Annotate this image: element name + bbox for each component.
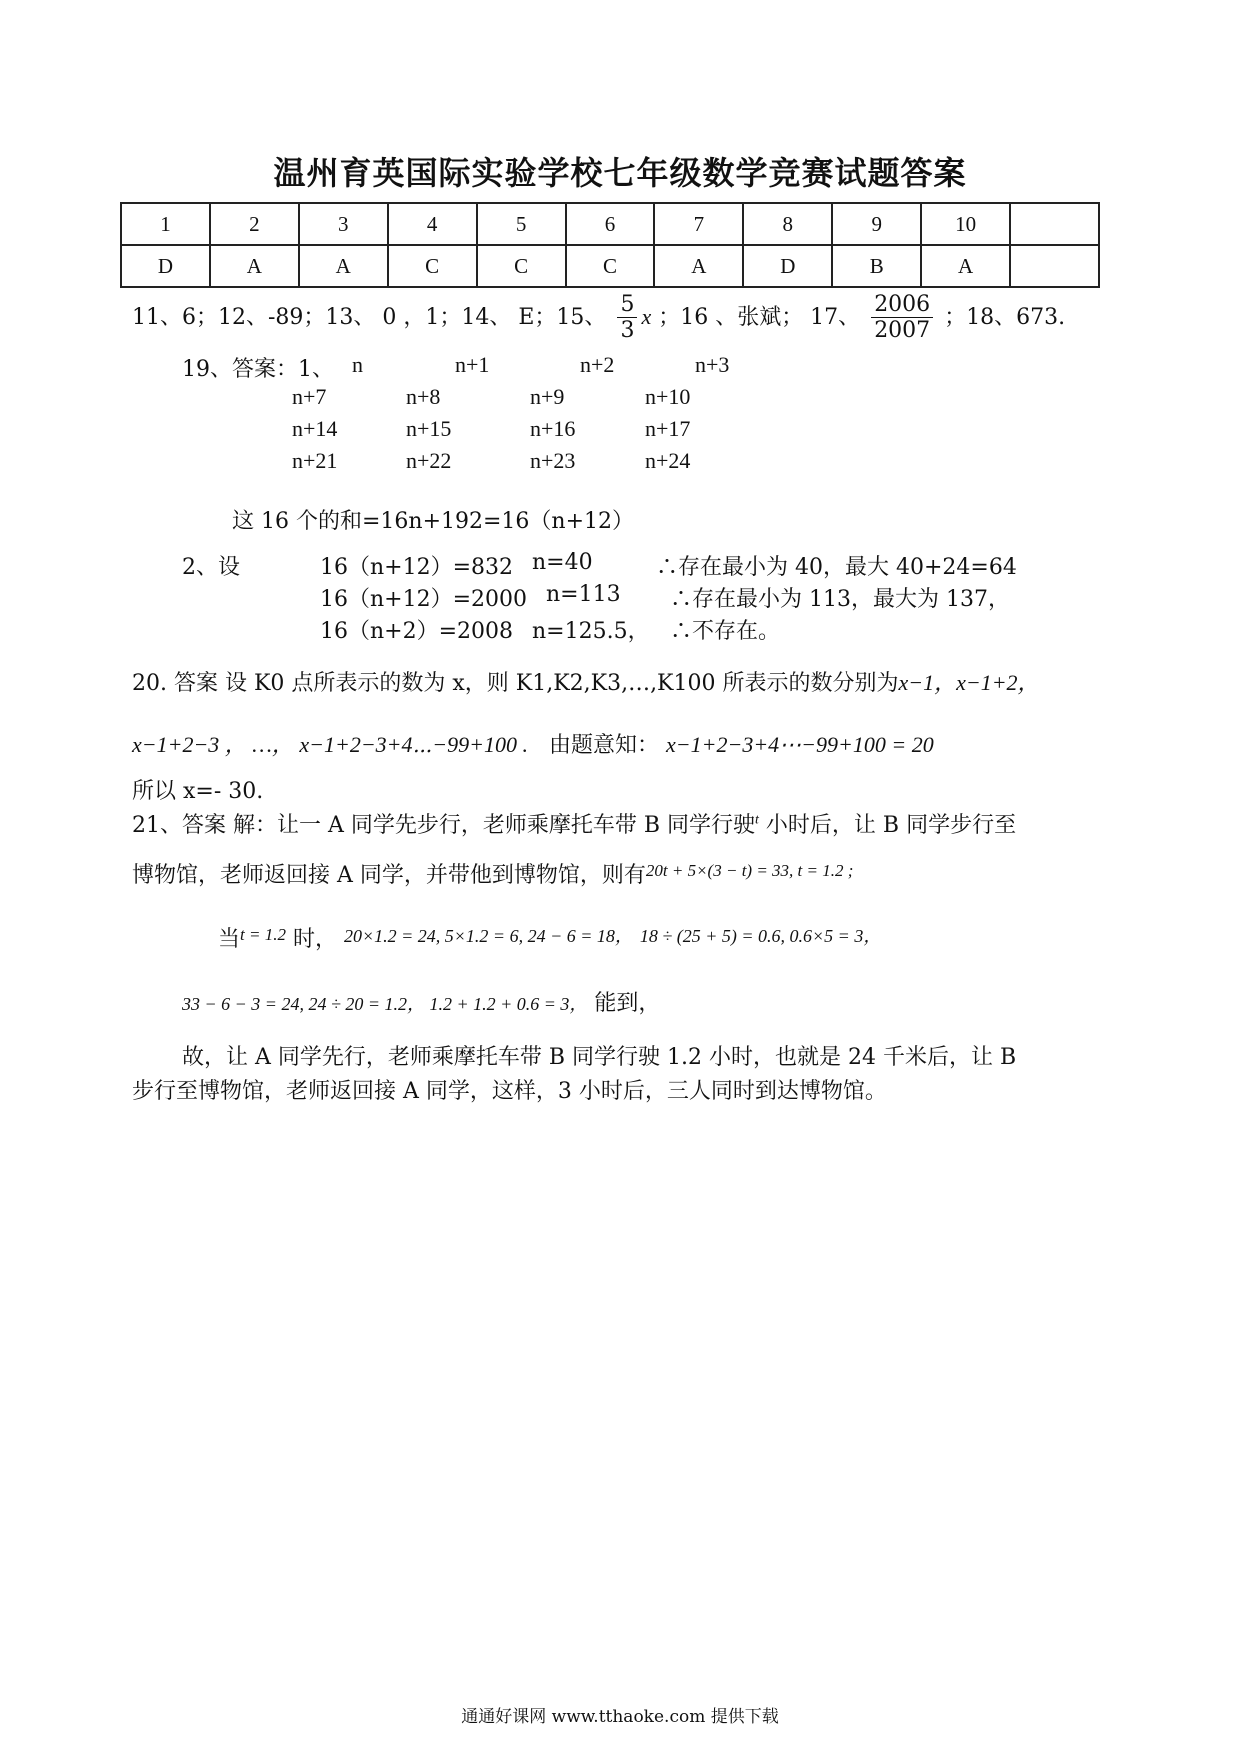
q21-conclusion-1: 故，让 A 同学先行，老师乘摩托车带 B 同学行驶 1.2 小时，也就是 24 千米后，让 B	[182, 1045, 1017, 1070]
table-cell: 5	[477, 203, 566, 245]
grid-cell: n+7	[292, 384, 327, 409]
q20-line1-math: x−1，x−1+2，	[898, 670, 1040, 695]
q20-line2-math-a: x−1+2−3 ， …， x−1+2−3+4⋯−99+100 .	[132, 732, 529, 757]
q21-line4-math: 33 − 6 − 3 = 24, 24 ÷ 20 = 1.2， 1.2 + 1.2 + 0.6 = 3，	[182, 994, 588, 1014]
fraction-variable: x	[641, 303, 652, 329]
case-n-value: n=40	[532, 550, 593, 575]
fraction-numerator: 2006	[871, 292, 933, 318]
table-cell: 6	[566, 203, 655, 245]
q21-line3-math-b: 18 ÷ (25 + 5) = 0.6, 0.6×5 = 3，	[639, 926, 882, 946]
answers-text-a: 11、6；12、-89；13、 0 ，1；14、 E；15、	[132, 304, 607, 330]
table-cell: 4	[388, 203, 477, 245]
fraction-numerator: 5	[617, 292, 637, 318]
table-cell: 7	[654, 203, 743, 245]
grid-cell: n+17	[645, 416, 691, 441]
q20-line2-math-b: x−1+2−3+4⋯−99+100 = 20	[666, 732, 934, 757]
table-cell: C	[566, 245, 655, 287]
answer-table-number-row	[121, 203, 1099, 245]
table-cell: A	[654, 245, 743, 287]
grid-cell: n+23	[530, 448, 576, 473]
table-cell: 3	[299, 203, 388, 245]
case-n-value: n=113	[546, 582, 621, 607]
fraction-17	[871, 292, 933, 344]
table-cell	[1010, 245, 1099, 287]
table-cell: B	[832, 245, 921, 287]
table-cell: D	[743, 245, 832, 287]
q20-line3: 所以 x=- 30.	[132, 779, 264, 804]
q21-line3-text: 当	[218, 927, 241, 952]
page-footer: 通通好课网 www.tthaoke.com 提供下载	[461, 1707, 779, 1727]
case-result: ∴不存在。	[670, 619, 781, 644]
grid-cell: n+14	[292, 416, 338, 441]
q21-line1	[132, 808, 1016, 839]
grid-cell: n+16	[530, 416, 576, 441]
q21-line3-text2: 时，	[292, 927, 337, 952]
grid-cell: n+24	[645, 448, 691, 473]
q20-line1-text: 20. 答案 设 K0 点所表示的数为 x，则 K1,K2,K3,…,K100 所表示的数分别为	[132, 671, 899, 696]
q21-line3-cond: t = 1.2	[240, 925, 286, 944]
answers-text-b: ；16 、张斌； 17、	[658, 304, 861, 330]
table-cell: C	[477, 245, 566, 287]
grid-cell: n+22	[406, 448, 452, 473]
table-cell: A	[210, 245, 299, 287]
table-cell: A	[921, 245, 1010, 287]
q21-line3-math-a: 20×1.2 = 24, 5×1.2 = 6, 24 − 6 = 18，	[343, 926, 633, 946]
q21-line2-math: 20t + 5×(3 − t) = 33, t = 1.2 ;	[645, 861, 854, 880]
grid-cell: n	[352, 352, 363, 377]
q21-variable-t: t	[755, 812, 759, 828]
q21-line4-text: 能到，	[594, 991, 661, 1016]
table-cell: 9	[832, 203, 921, 245]
table-cell	[1010, 203, 1099, 245]
fraction-denominator: 3	[620, 318, 635, 344]
table-cell: A	[299, 245, 388, 287]
case-equation: 16（n+12）=832	[320, 555, 514, 580]
q20-line2-text: 由题意知：	[549, 733, 660, 758]
q21-line2	[132, 858, 853, 889]
table-cell: D	[121, 245, 210, 287]
q20-line2	[132, 728, 934, 759]
grid-cell: n+21	[292, 448, 338, 473]
grid-cell: n+9	[530, 384, 565, 409]
case-equation: 16（n+12）=2000	[320, 587, 528, 612]
table-cell: 2	[210, 203, 299, 245]
q21-line1-a: 21、答案 解：让一 A 同学先步行，老师乘摩托车带 B 同学行驶	[132, 813, 756, 838]
q21-conclusion-2: 步行至博物馆，老师返回接 A 同学，这样，3 小时后，三人同时到达博物馆。	[132, 1079, 887, 1104]
case-equation: 16（n+2）=2008	[320, 619, 514, 644]
answer-table	[120, 202, 1100, 288]
grid-cell: n+8	[406, 384, 441, 409]
q19-label: 19、答案：1、	[182, 357, 334, 382]
q19-part2-label: 2、设	[182, 555, 240, 580]
answers-text-c: ；18、673.	[944, 304, 1066, 330]
q19-sum-line: 这 16 个的和=16n+192=16（n+12）	[232, 509, 635, 534]
case-n-value: n=125.5，	[532, 619, 650, 644]
page-title: 温州育英国际实验学校七年级数学竞赛试题答案	[273, 154, 967, 192]
grid-cell: n+3	[695, 352, 730, 377]
q21-line2-text: 博物馆，老师返回接 A 同学，并带他到博物馆，则有	[132, 863, 646, 888]
grid-cell: n+1	[455, 352, 490, 377]
table-cell: 10	[921, 203, 1010, 245]
q20-line1	[132, 666, 1040, 697]
q21-line3	[218, 922, 881, 953]
table-cell: 1	[121, 203, 210, 245]
q21-line4	[182, 986, 660, 1017]
table-cell: 8	[743, 203, 832, 245]
grid-cell: n+15	[406, 416, 452, 441]
case-result: ∴存在最小为 40，最大 40+24=64	[656, 555, 1017, 580]
table-cell: C	[388, 245, 477, 287]
answer-table-answer-row	[121, 245, 1099, 287]
grid-cell: n+2	[580, 352, 615, 377]
fraction-denominator: 2007	[874, 318, 931, 344]
answers-11-18	[132, 292, 1065, 344]
fraction-15	[617, 292, 637, 344]
grid-cell: n+10	[645, 384, 691, 409]
case-result: ∴存在最小为 113，最大为 137，	[670, 587, 1010, 612]
q21-line1-b: 小时后，让 B 同学步行至	[758, 813, 1017, 838]
